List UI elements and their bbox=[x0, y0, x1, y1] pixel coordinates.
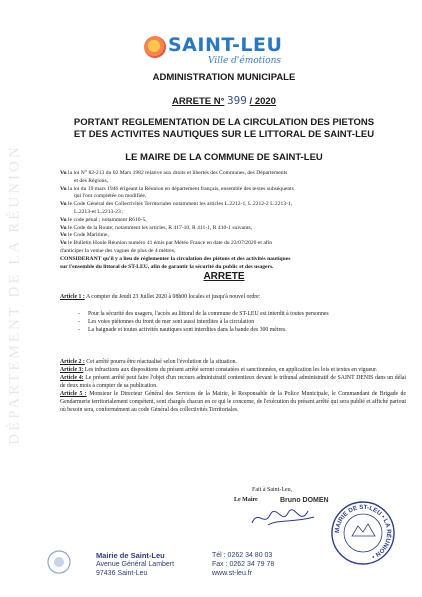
list-item: - Pour la sécurité des usagers, l'accès au littoral de la commune de ST-LEU est interdit à toutes personnes bbox=[78, 310, 406, 318]
article-5 bbox=[60, 390, 406, 414]
vu-label: Vu bbox=[60, 201, 67, 208]
arrete-number: 399 bbox=[227, 94, 247, 107]
vu-label: Vu bbox=[60, 185, 67, 192]
article-label: Article 1 : bbox=[60, 294, 85, 300]
vu-label: Vu bbox=[60, 170, 67, 176]
article-1-list bbox=[78, 310, 406, 334]
article-label: Article 2 : bbox=[60, 359, 85, 365]
vu-item: L.2213-et L.2213-23 ; bbox=[74, 208, 124, 215]
article-label: Article 3: bbox=[60, 367, 84, 373]
list-item: - Les voies piétonnes du front de mer sont aussi interdites à la circulation bbox=[78, 318, 406, 326]
side-band bbox=[0, 0, 28, 597]
article-label: Article 5 : bbox=[60, 391, 87, 397]
footer-address bbox=[96, 551, 174, 578]
footer-contact bbox=[212, 551, 274, 578]
signature-name: Bruno DOMEN bbox=[280, 497, 329, 504]
vu-item: le Code Maritime, bbox=[68, 232, 109, 239]
article-3 bbox=[60, 366, 406, 374]
vu-item: le Code de la Route; notamment les articles, R 417-10, R 411-1, R 410-1 suivants, bbox=[68, 224, 253, 231]
signature-role: Le Maire bbox=[234, 497, 258, 503]
article-text: Le présent arrêté peut faire l'objet d'un recours administratif contentieux devant le tribunal administratif de SAINT DENIS dans un délai de deux mois à compter de sa publication. bbox=[60, 375, 406, 389]
logo-tagline: Ville d'émotions bbox=[208, 56, 282, 66]
article-1 bbox=[60, 293, 406, 301]
article-4 bbox=[60, 374, 406, 390]
vu-item: le Bulletin Houle Réunion numéro 41 émis par Météo France en date du 23/07/2020 et afin bbox=[68, 240, 273, 247]
article-label: Article 4: bbox=[60, 375, 84, 381]
footer-street: Avenue Général Lambert bbox=[96, 561, 175, 568]
vu-label: Vu bbox=[60, 224, 67, 231]
vu-item: la loi du 19 mars 1946 érigeant la Réunion en département français, ensemble des textes subséquents bbox=[68, 185, 294, 192]
footer-city: 97436 Saint-Leu bbox=[96, 570, 148, 577]
arrete-heading: ARRETE bbox=[203, 271, 245, 282]
article-text: A compter du Jeudi 23 Juillet 2020 à 08h00 locales et jusqu'à nouvel ordre: bbox=[85, 294, 261, 300]
article-2 bbox=[60, 358, 406, 366]
stamp-text: MAIRIE DE ST-LEU • LA RÉUNION • bbox=[333, 503, 393, 561]
document-title bbox=[40, 117, 408, 141]
maire-heading: LE MAIRE DE LA COMMUNE DE SAINT-LEU bbox=[125, 152, 323, 163]
vu-item: le Code Général des Collectivités Territoriales notamment les articles L.2212-1, L.2212-2 L.2213-1, bbox=[68, 201, 293, 208]
footer-logo-icon bbox=[46, 549, 72, 575]
vu-item: qui l'ont complétée ou modifiée, bbox=[74, 193, 147, 200]
sun-icon bbox=[144, 36, 166, 58]
considerant-label: CONSIDERANT bbox=[60, 255, 102, 262]
arrete-number-line bbox=[40, 94, 408, 107]
title-line: ET DES ACTIVITES NAUTIQUES SUR LE LITTORAL DE SAINT-LEU bbox=[73, 129, 375, 140]
vu-item: la loi N° 82-213 du 02 Mars 1982 relative aux droits et libertés des Communes, des Départements bbox=[68, 170, 288, 176]
vu-item: sur l'ensemble du littoral de ST-LEU, afin de garantir la sécurité du public et des usagers. bbox=[60, 263, 274, 270]
vu-item: d'anticiper la venue des vagues de plus de 4 mètres, bbox=[60, 247, 176, 254]
official-stamp bbox=[330, 500, 396, 566]
administration-heading: ADMINISTRATION MUNICIPALE bbox=[152, 72, 296, 83]
footer-fax: Fax : 0262 34 79 78 bbox=[212, 561, 275, 568]
footer-name: Mairie de Saint-Leu bbox=[96, 551, 165, 560]
article-text: Les infractions aux dispositions du présent arrêté seront constatées et sanctionnées, en application les lois et textes en vigueur. bbox=[84, 367, 378, 373]
vu-section bbox=[60, 170, 406, 271]
list-item: - La baignade et toutes activités nautiques sont interdites dans la bande des 300 mètres. bbox=[78, 326, 406, 334]
arrete-year: / 2020 bbox=[249, 96, 276, 107]
handwritten-signature bbox=[248, 505, 318, 531]
signature-date: Fait à Saint-Leu, bbox=[252, 487, 293, 493]
vu-item: le code pénal ; notamment R610-5, bbox=[68, 216, 147, 223]
vu-label: Vu bbox=[60, 216, 67, 223]
vu-item: et des Régions, bbox=[74, 177, 109, 184]
title-line: PORTANT REGLEMENTATION DE LA CIRCULATION DES PIETONS bbox=[73, 117, 375, 128]
saint-leu-logo bbox=[144, 34, 284, 72]
vu-label: Vu bbox=[60, 232, 67, 239]
article-text: Monsieur le Directeur Général des Services de la Mairie, le Responsable de la Police Municipale, le Commandant de Brigade de Gendarmerie territorialement compétent, sont chargés chacun en ce qui le concerne, de l'exécution du présent arrêté qui sera publié et affiché partout où besoin sera, conformément au code Général des collectivités Territoriales. bbox=[60, 391, 407, 413]
arrete-prefix: ARRETE N° bbox=[172, 96, 225, 107]
logo-name: SAINT-LEU bbox=[168, 34, 283, 56]
vu-label: Vu bbox=[60, 240, 67, 247]
department-vertical-text: DÉPARTEMENT DE LA RÉUNION bbox=[6, 144, 23, 445]
vu-item: qu'il y a lieu de réglementer la circulation des piétons et des activités nautiques bbox=[102, 255, 291, 262]
footer-web[interactable]: www.st-leu.fr bbox=[212, 570, 253, 577]
footer-tel: Tél : 0262 34 80 03 bbox=[212, 552, 273, 559]
article-text: Cet arrêté pourra être réactualisé selon l'évolution de la situation. bbox=[86, 359, 237, 365]
articles-list bbox=[60, 358, 406, 414]
